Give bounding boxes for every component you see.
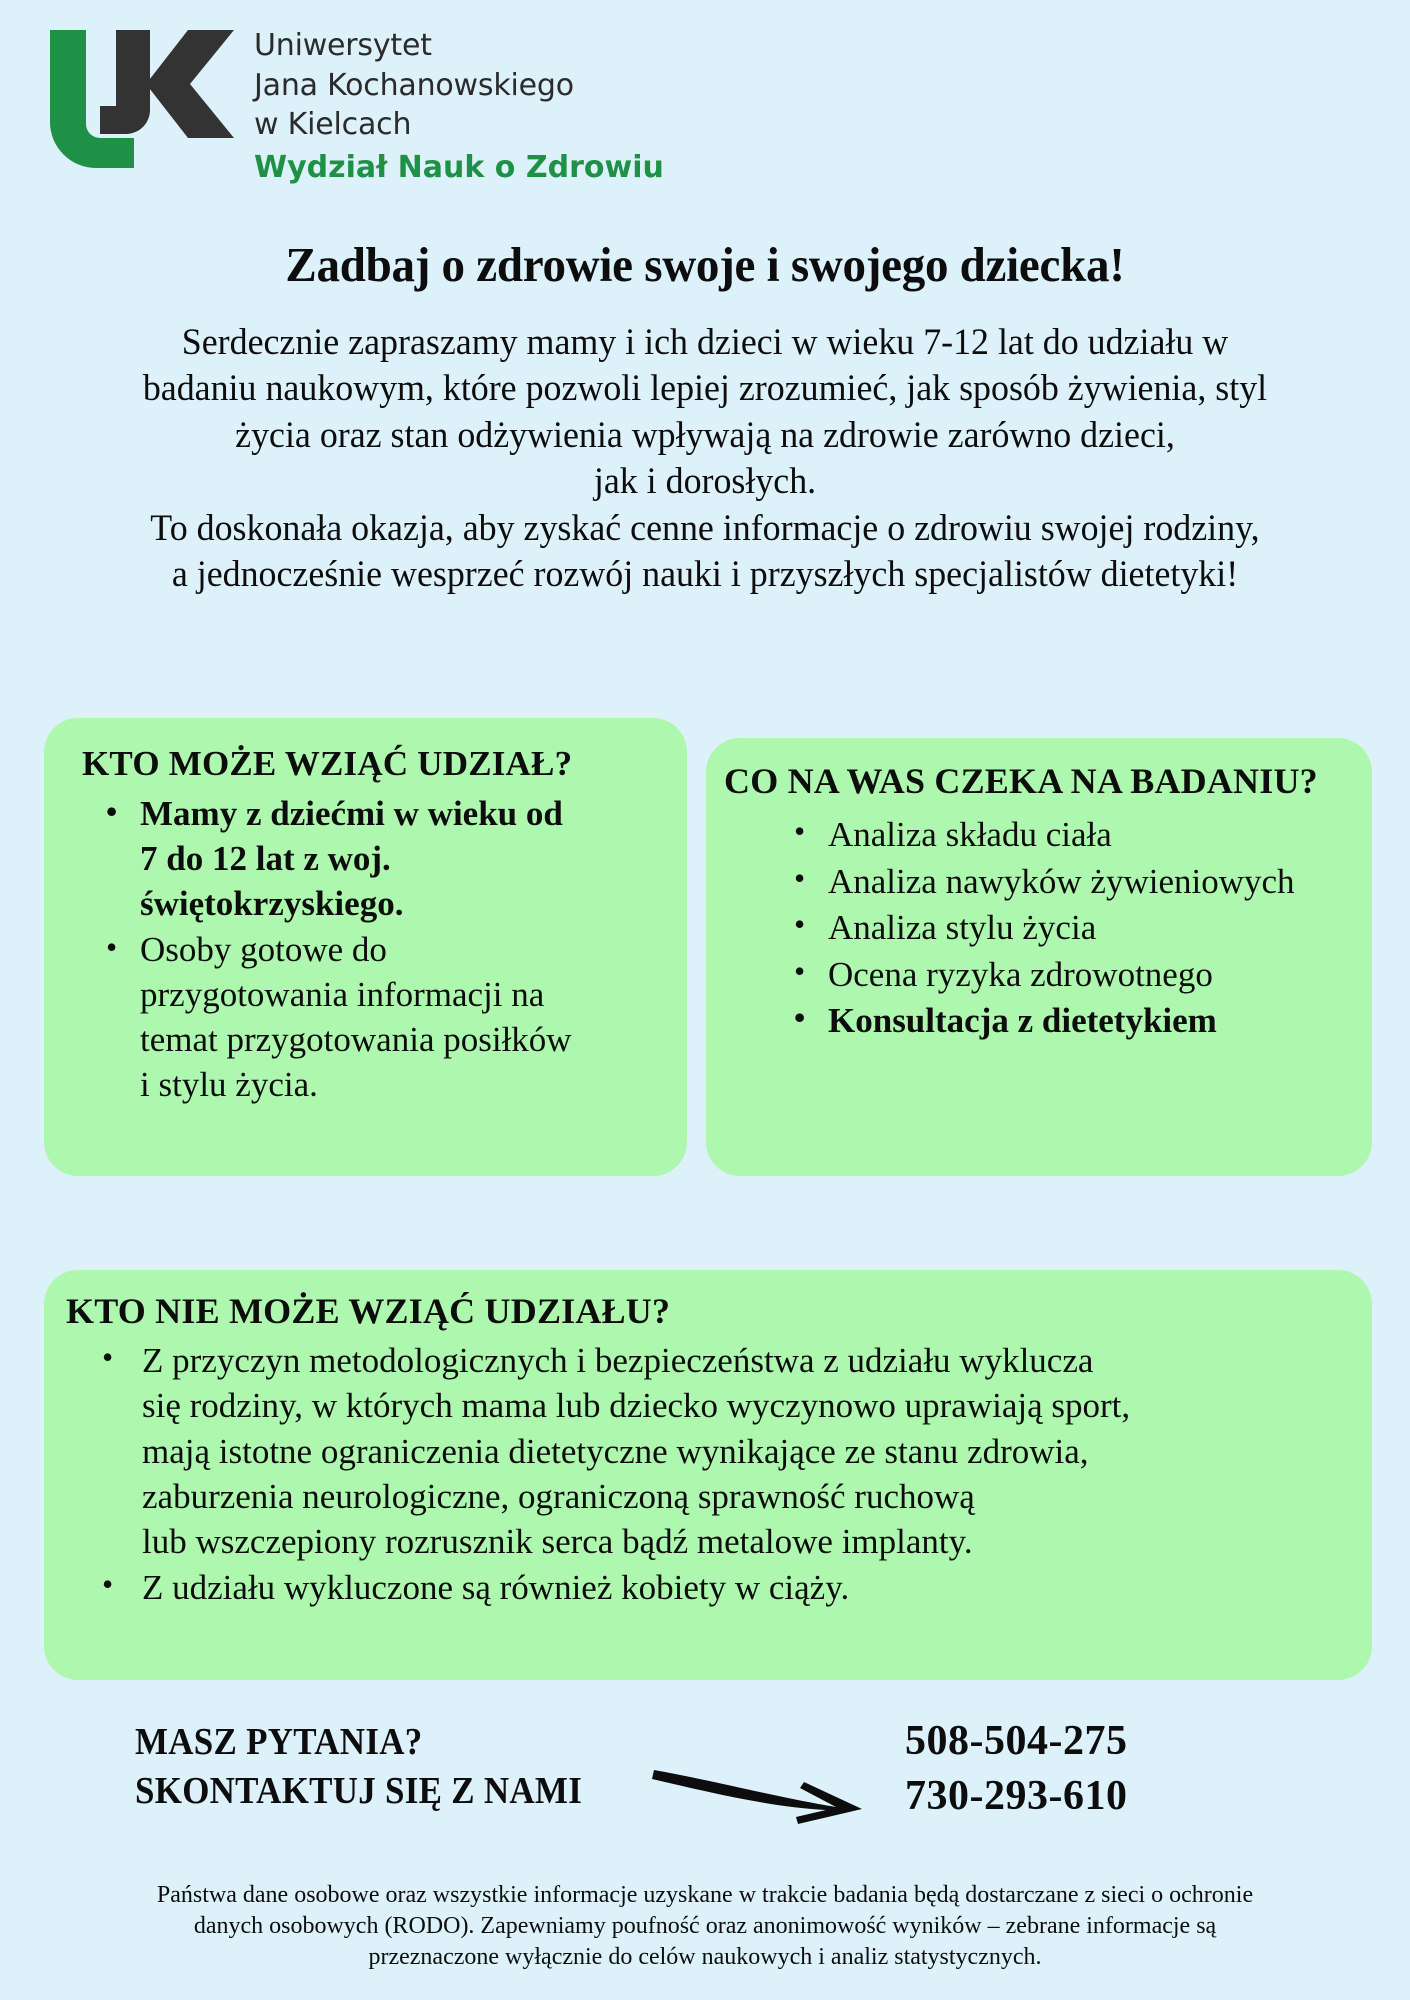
card-what-awaits [706, 738, 1372, 1176]
intro-line: jak i dorosłych. [593, 461, 817, 503]
rodo-line: Państwa dane osobowe oraz wszystkie informacje uzyskane w trakcie badania będą dostarczane z sieci o ochronie [156, 1882, 1254, 1908]
list-item [74, 1565, 1354, 1610]
logo-line-1: Uniwersytet [254, 28, 432, 63]
university-logo-text [254, 18, 664, 187]
contact-prompt-line-1: MASZ PYTANIA? [135, 1721, 423, 1763]
logo-faculty-name: Wydział Nauk o Zdrowiu [254, 149, 664, 185]
intro-line: a jednocześnie wesprzeć rozwój nauki i przyszłych specjalistów dietetyki! [171, 554, 1239, 596]
card-what-awaits-list [784, 812, 1344, 1044]
list-item: • Mamy z dziećmi w wieku od 7 do 12 lat z woj. świętokrzyskiego. [96, 792, 576, 926]
list-item-line: lub wszczepiony rozrusznik serca bądź metalowe implanty. [142, 1522, 973, 1562]
card-eligibility-list [96, 792, 576, 1108]
list-item: • Analiza stylu życia [784, 905, 1344, 951]
intro-line: To doskonała okazja, aby zyskać cenne informacje o zdrowiu swojej rodziny, [150, 507, 1260, 549]
card-exclusions-heading: KTO NIE MOŻE WZIĄĆ UDZIAŁU? [66, 1291, 671, 1331]
list-item-line: • Z udziału wykluczone są również kobiety w ciąży. [142, 1567, 850, 1607]
rodo-disclaimer [0, 1880, 1410, 1974]
card-exclusions [44, 1270, 1372, 1680]
card-what-awaits-heading: CO NA WAS CZEKA NA BADANIU? [724, 761, 1318, 801]
phone-number-1[interactable]: 508-504-275 [905, 1718, 1128, 1764]
ujk-logo-mark-icon [38, 18, 246, 168]
phone-number-2[interactable]: 730-293-610 [905, 1772, 1128, 1819]
list-item-line: • Z przyczyn metodologicznych i bezpieczeństwa z udziału wyklucza [142, 1341, 1094, 1380]
list-item [74, 1338, 1354, 1565]
list-item: • Ocena ryzyka zdrowotnego [784, 952, 1344, 998]
intro-paragraph [21, 320, 1389, 599]
rodo-line: przeznaczone wyłącznie do celów naukowych i analiz statystycznych. [368, 1944, 1042, 1971]
list-item: • Analiza nawyków żywieniowych [784, 859, 1344, 905]
logo-line-3: w Kielcach [254, 107, 412, 143]
contact-section [0, 1718, 1410, 1858]
intro-line: życia oraz stan odżywienia wpływają na zdrowie zarówno dzieci, [235, 414, 1175, 456]
contact-prompt [135, 1718, 582, 1817]
logo-line-2: Jana Kochanowskiego [254, 67, 574, 103]
contact-phone-numbers[interactable] [905, 1714, 1127, 1823]
list-item: • Konsultacja z dietetykiem [784, 998, 1344, 1044]
card-eligibility-heading: KTO MOŻE WZIĄĆ UDZIAŁ? [82, 744, 573, 783]
poster-title: Zadbaj o zdrowie swoje i swojego dziecka! [285, 237, 1125, 292]
arrow-right-icon [650, 1760, 870, 1830]
card-exclusions-list [74, 1338, 1354, 1610]
list-item: • Osoby gotowe do przygotowania informacji na temat przygotowania posiłków i stylu życia. [96, 928, 576, 1107]
list-item-line: mają istotne ograniczenia dietetyczne wynikające ze stanu zdrowia, [142, 1431, 1089, 1471]
list-item: • Analiza składu ciała [784, 812, 1344, 858]
intro-line: badaniu naukowym, które pozwoli lepiej zrozumieć, jak sposób żywienia, styl [142, 368, 1268, 410]
rodo-line: danych osobowych (RODO). Zapewniamy poufność oraz anonimowość wyników – zebrane informacje są [193, 1913, 1217, 1940]
university-logo [38, 18, 664, 187]
list-item-line: zaburzenia neurologiczne, ograniczoną sprawność ruchową [142, 1476, 975, 1516]
intro-line: Serdecznie zapraszamy mamy i ich dzieci w wieku 7-12 lat do udziału w [181, 322, 1229, 363]
contact-prompt-line-2: SKONTAKTUJ SIĘ Z NAMI [135, 1770, 583, 1813]
card-eligibility [44, 718, 687, 1176]
list-item-line: się rodziny, w których mama lub dziecko wyczynowo uprawiają sport, [142, 1386, 1131, 1426]
